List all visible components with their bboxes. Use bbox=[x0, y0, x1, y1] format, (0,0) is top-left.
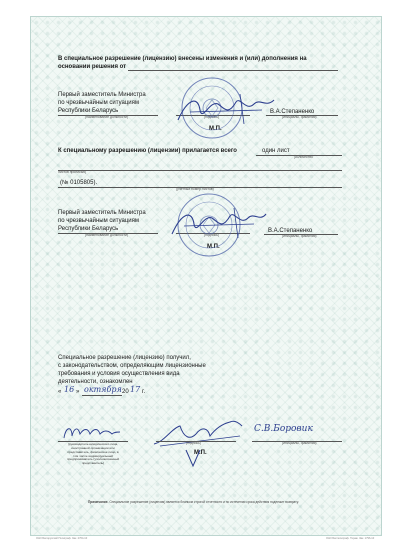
signer2-position-line3: Республики Беларусь bbox=[58, 226, 119, 232]
received-line2: с законодательством, определяющим лицензионные bbox=[58, 363, 206, 369]
date-year: 17 bbox=[130, 385, 141, 394]
date-day: 16 bbox=[64, 385, 75, 394]
changes-heading-line1: В специальное разрешение (лицензию) внесены изменения и (или) дополнения на bbox=[58, 56, 307, 62]
date-close-quote: » bbox=[76, 389, 80, 395]
holder-sign-caption: (подпись) bbox=[186, 441, 202, 445]
date-suffix: г. bbox=[142, 389, 146, 395]
footer-left: ОАО Белорусский Полиграф. Зак. 2764-10 bbox=[36, 537, 88, 540]
note-label: Примечание. bbox=[88, 500, 109, 504]
holder-caption-line: представитель) bbox=[81, 461, 105, 466]
signer1-position-line1: Первый заместитель Министра bbox=[58, 92, 146, 98]
attachment-number: (№ 0105805). bbox=[60, 180, 98, 186]
holder-name-caption: (инициалы, фамилия) bbox=[282, 441, 317, 445]
received-line3: требования и условия осуществления вида bbox=[58, 371, 180, 377]
holder-handwritten-name: С.В.Боровик bbox=[254, 424, 313, 434]
holder-caption-line: том числе индивидуальный bbox=[73, 453, 113, 458]
signer2-position-line1: Первый заместитель Министра bbox=[58, 210, 146, 216]
signer2-name: В.А.Степаненко bbox=[268, 228, 313, 234]
received-line1: Специальное разрешение (лицензию) получил, bbox=[58, 355, 191, 361]
attachment-count-caption: (количество bbox=[294, 155, 313, 159]
note-text: Специальное разрешение (лицензия) является бланком строгой отчетности и по истечении срока действия подлежит возврату. bbox=[109, 500, 299, 504]
signer1-sign-caption: (подпись) bbox=[204, 115, 220, 119]
holder-caption-line: представитель, физическое лицо, в bbox=[67, 449, 119, 454]
holder-caption bbox=[58, 443, 128, 466]
attachment-sheets-line bbox=[58, 170, 342, 171]
holder-caption-line: иностранной организации или bbox=[71, 445, 115, 450]
attachment-sheets-caption: листов прописью) bbox=[58, 170, 87, 174]
signer2-position-caption: (наименование должности) bbox=[85, 233, 129, 237]
signature-1 bbox=[170, 90, 280, 130]
signer1-mp: М.П. bbox=[209, 126, 222, 132]
mp-mark bbox=[183, 446, 203, 470]
footer-right: ОАО Белполиграф. Тираж. Зак. 1796-10 bbox=[326, 537, 375, 540]
signer2-sign-caption: (подпись) bbox=[204, 233, 220, 237]
date-open-quote: « bbox=[58, 389, 62, 395]
signer1-position-line2: по чрезвычайным ситуациям bbox=[58, 100, 140, 106]
holder-caption-line: (руководитель юридического лица, bbox=[67, 442, 119, 446]
holder-mp: М.П. bbox=[194, 450, 207, 456]
signer2-name-caption: (инициалы, фамилия) bbox=[282, 234, 317, 238]
attachment-line: К специальному разрешению (лицензии) прилагается всего bbox=[58, 148, 237, 154]
holder-caption-line: предприниматель (уполномоченный bbox=[66, 457, 120, 462]
signer1-name: В.А.Степаненко bbox=[270, 109, 315, 115]
date-month-line bbox=[82, 395, 122, 396]
changes-heading-line2: основании решения от bbox=[58, 64, 127, 70]
signature-2 bbox=[166, 204, 270, 244]
date-month: октября bbox=[84, 385, 122, 394]
attachment-number-caption: (учетный номер листов) bbox=[176, 187, 214, 191]
note bbox=[88, 500, 356, 504]
signer2-mp: М.П. bbox=[207, 244, 220, 250]
signer1-name-caption: (инициалы, фамилия) bbox=[282, 115, 317, 119]
decision-date-line bbox=[128, 70, 338, 71]
attachment-count: один лист bbox=[262, 148, 290, 154]
received-line4: деятельности, ознакомлен bbox=[58, 379, 133, 385]
signer1-position-line3: Республики Беларусь bbox=[58, 108, 119, 114]
date-year-prefix: 20 bbox=[122, 389, 129, 395]
signer1-position-caption: (наименование должности) bbox=[85, 115, 129, 119]
signer2-position-line2: по чрезвычайным ситуациям bbox=[58, 218, 140, 224]
